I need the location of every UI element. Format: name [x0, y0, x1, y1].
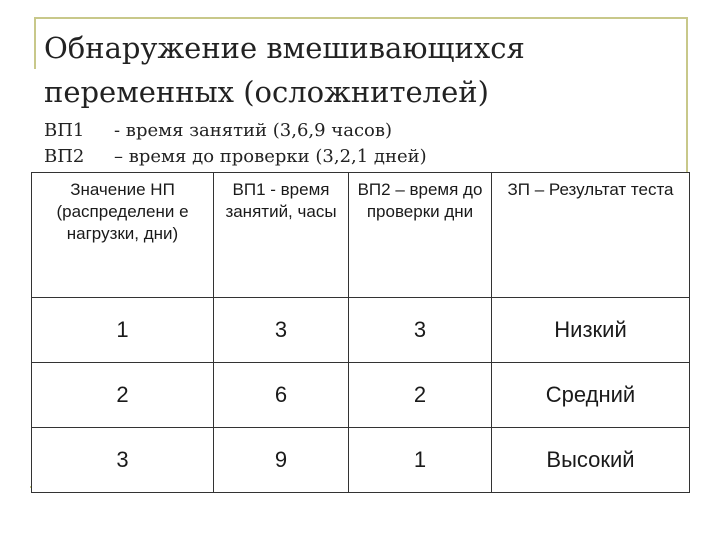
- table-cell: 1: [32, 298, 214, 363]
- variable-code: ВП1: [44, 120, 85, 141]
- frame-left-line: [34, 17, 36, 69]
- table-row: [32, 298, 690, 363]
- table-cell: 1: [349, 428, 492, 493]
- header-zp: ЗП – Результат теста: [492, 173, 690, 298]
- table-cell: Средний: [492, 363, 690, 428]
- slide-title: [44, 26, 684, 114]
- table-cell: 2: [32, 363, 214, 428]
- table-cell: 9: [214, 428, 349, 493]
- header-vp1: ВП1 - время занятий, часы: [214, 173, 349, 298]
- title-line-2: переменных (осложнителей): [44, 75, 489, 109]
- header-vp2: ВП2 – время до проверки дни: [349, 173, 492, 298]
- variable-desc: – время до проверки (3,2,1 дней): [114, 146, 427, 167]
- results-table: [31, 172, 690, 493]
- header-np: Значение НП (распределени е нагрузки, дни): [32, 173, 214, 298]
- table-row: [32, 428, 690, 493]
- variable-line-vp1: [44, 120, 392, 141]
- table-header-row: [32, 173, 690, 298]
- table-cell: 2: [349, 363, 492, 428]
- table-cell: Высокий: [492, 428, 690, 493]
- variable-line-vp2: [44, 146, 427, 167]
- table-cell: 6: [214, 363, 349, 428]
- variable-desc: - время занятий (3,6,9 часов): [114, 120, 393, 141]
- table-cell: 3: [214, 298, 349, 363]
- frame-top-line: [34, 17, 688, 19]
- table-cell: 3: [349, 298, 492, 363]
- table-cell: 3: [32, 428, 214, 493]
- variable-code: ВП2: [44, 146, 85, 167]
- table-row: [32, 363, 690, 428]
- title-line-1: Обнаружение вмешивающихся: [44, 31, 525, 65]
- table-cell: Низкий: [492, 298, 690, 363]
